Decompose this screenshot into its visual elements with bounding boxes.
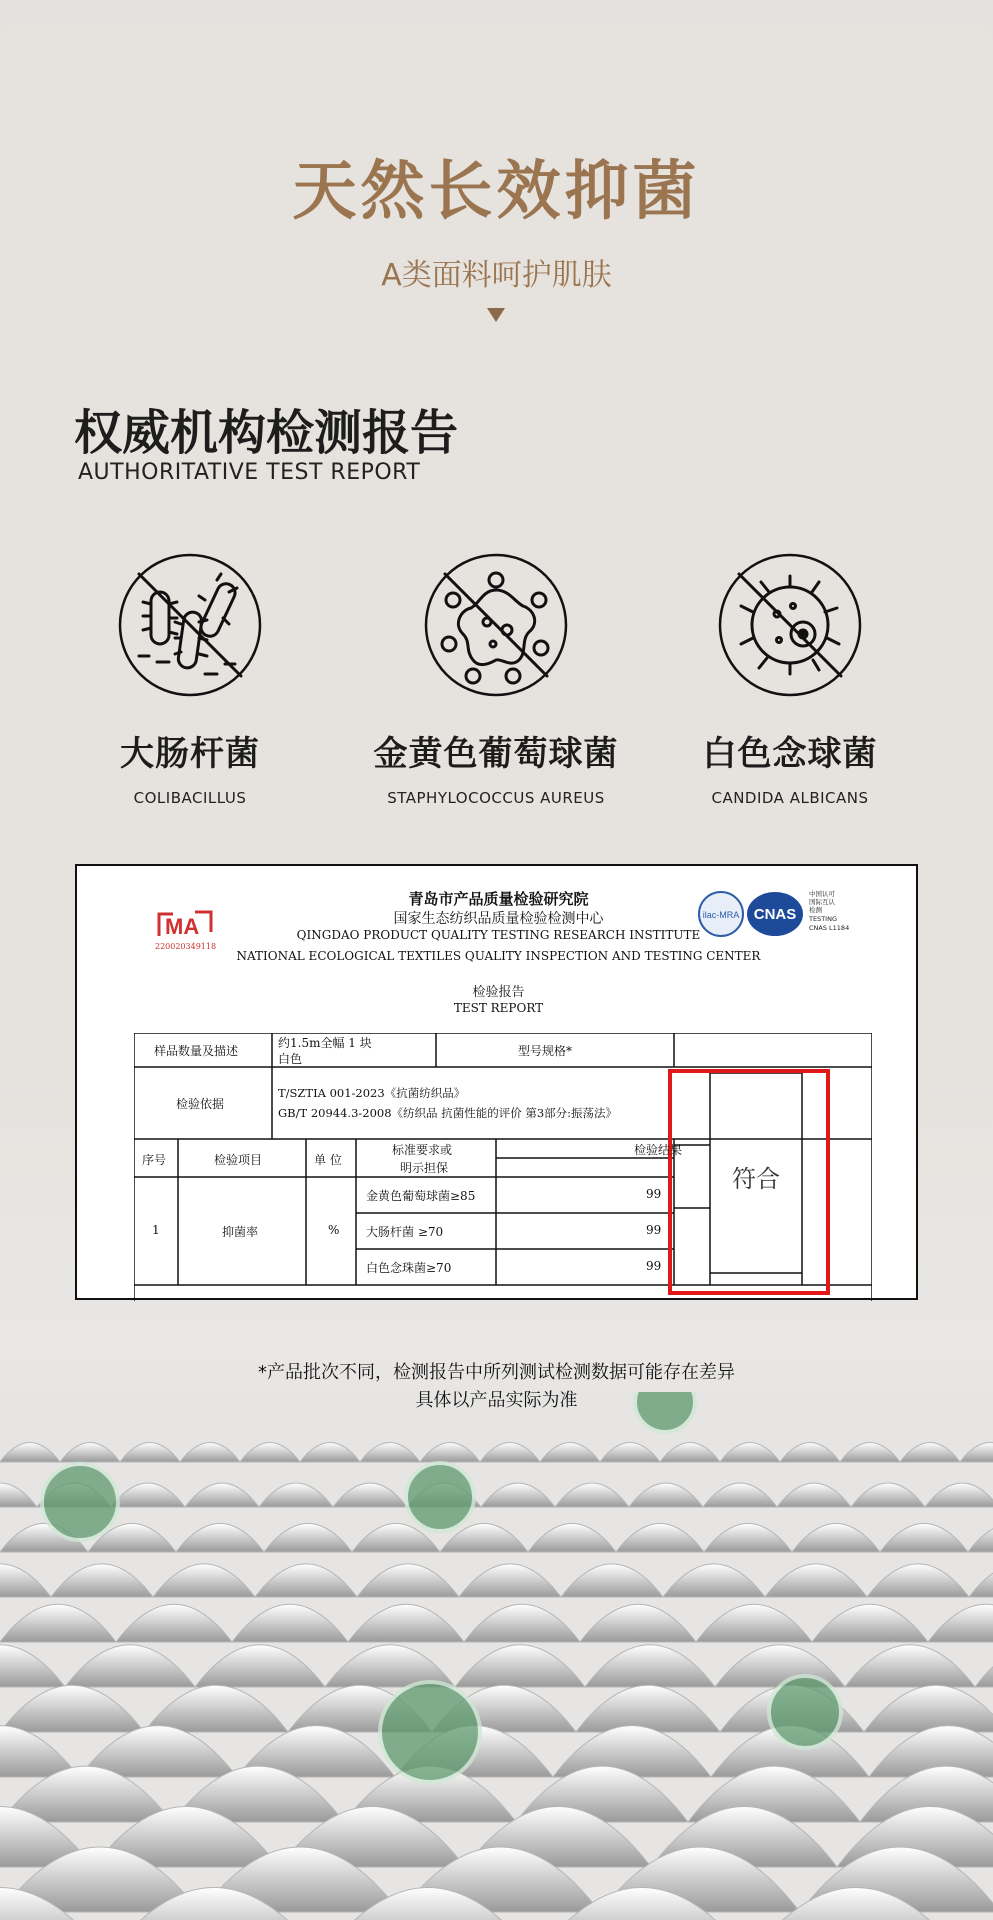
germ-item-staphylococcus [346,552,646,807]
green-germ-icon [769,1676,841,1748]
sample-value-1: 约1.5m全幅 1 块 [278,1036,372,1050]
cnas-label: TESTING [809,915,837,923]
germ-en-name: CANDIDA ALBICANS [711,789,869,807]
test-report [75,864,918,1300]
institute-en-1: QINGDAO PRODUCT QUALITY TESTING RESEARCH INSTITUTE [296,928,701,942]
green-germ-icon [42,1464,118,1540]
col-item: 检验项目 [214,1153,263,1167]
germ-name: 白色念球菌 [702,734,878,774]
page-subtitle: A类面料呵护肌肤 [381,258,612,293]
section-title: 权威机构检测报告 [74,405,459,461]
sample-value-2: 白色 [278,1052,303,1066]
institute-cn-1: 青岛市产品质量检验研究院 [408,890,589,908]
row-item: 抑菌率 [222,1225,259,1239]
cnas-label: 国际互认 [809,898,835,906]
green-germ-icon [380,1682,480,1782]
institute-en-2: NATIONAL ECOLOGICAL TEXTILES QUALITY INSPECTION AND TESTING CENTER [236,949,761,963]
row-unit: % [328,1223,340,1237]
bacillus-icon [117,552,263,698]
basis-line-1: T/SZTIA 001-2023《抗菌纺织品》 [278,1086,466,1100]
col-no: 序号 [142,1153,167,1167]
col-unit: 单 位 [314,1153,342,1167]
row-result: 99 [646,1223,662,1237]
germ-en-name: STAPHYLOCOCCUS AUREUS [387,789,605,807]
section-subtitle: AUTHORITATIVE TEST REPORT [78,460,421,485]
germ-item-candida [640,552,940,807]
germ-en-name: COLIBACILLUS [133,789,247,807]
row-result: 99 [646,1259,662,1273]
cnas-label: CNAS L1184 [809,924,850,932]
cnas-label: 检测 [809,906,822,914]
report-table [134,1033,872,1301]
basis-label: 检验依据 [176,1097,225,1111]
ma-number: 220020349118 [155,942,217,951]
disclaimer-line-2: 具体以产品实际为准 [415,1390,578,1411]
model-label: 型号规格* [518,1044,573,1058]
down-arrow-icon [487,308,505,322]
report-title-cn: 检验报告 [472,985,525,1000]
row-result: 99 [646,1187,662,1201]
green-germ-icon [406,1463,474,1531]
row-no: 1 [152,1223,160,1237]
row-std: 金黄色葡萄球菌≥85 [366,1189,476,1203]
report-title-en: TEST REPORT [453,1001,544,1015]
institute-cn-2: 国家生态纺织品质量检验检测中心 [393,911,604,927]
col-std-1: 标准要求或 [392,1143,453,1157]
ma-logo-text: MA [165,914,200,939]
col-result: 检验结果 [634,1143,683,1157]
row-std: 白色念珠菌≥70 [366,1261,452,1275]
page-title: 天然长效抑菌 [292,155,701,229]
cell-icon [717,552,863,698]
cnas-label: 中国认可 [809,890,835,898]
cnas-text: CNAS [753,906,797,923]
ilac-mra-text: ilac-MRA [702,910,740,920]
germ-name: 大肠杆菌 [120,734,260,774]
col-std-2: 明示担保 [400,1161,449,1175]
sample-label: 样品数量及描述 [154,1044,239,1058]
disclaimer-line-1: *产品批次不同，检测报告中所列测试检测数据可能存在差异 [258,1362,735,1383]
germ-item-colibacillus [40,552,340,807]
basis-line-2: GB/T 20944.3-2008《纺织品 抗菌性能的评价 第3部分:振荡法》 [278,1106,618,1120]
germ-name: 金黄色葡萄球菌 [373,734,619,774]
content-panel [0,22,993,1920]
fabric-background [0,1392,993,1920]
row-std: 大肠杆菌 ≥70 [366,1225,444,1239]
conclusion: 符合 [732,1165,780,1193]
virus-icon [423,552,569,698]
